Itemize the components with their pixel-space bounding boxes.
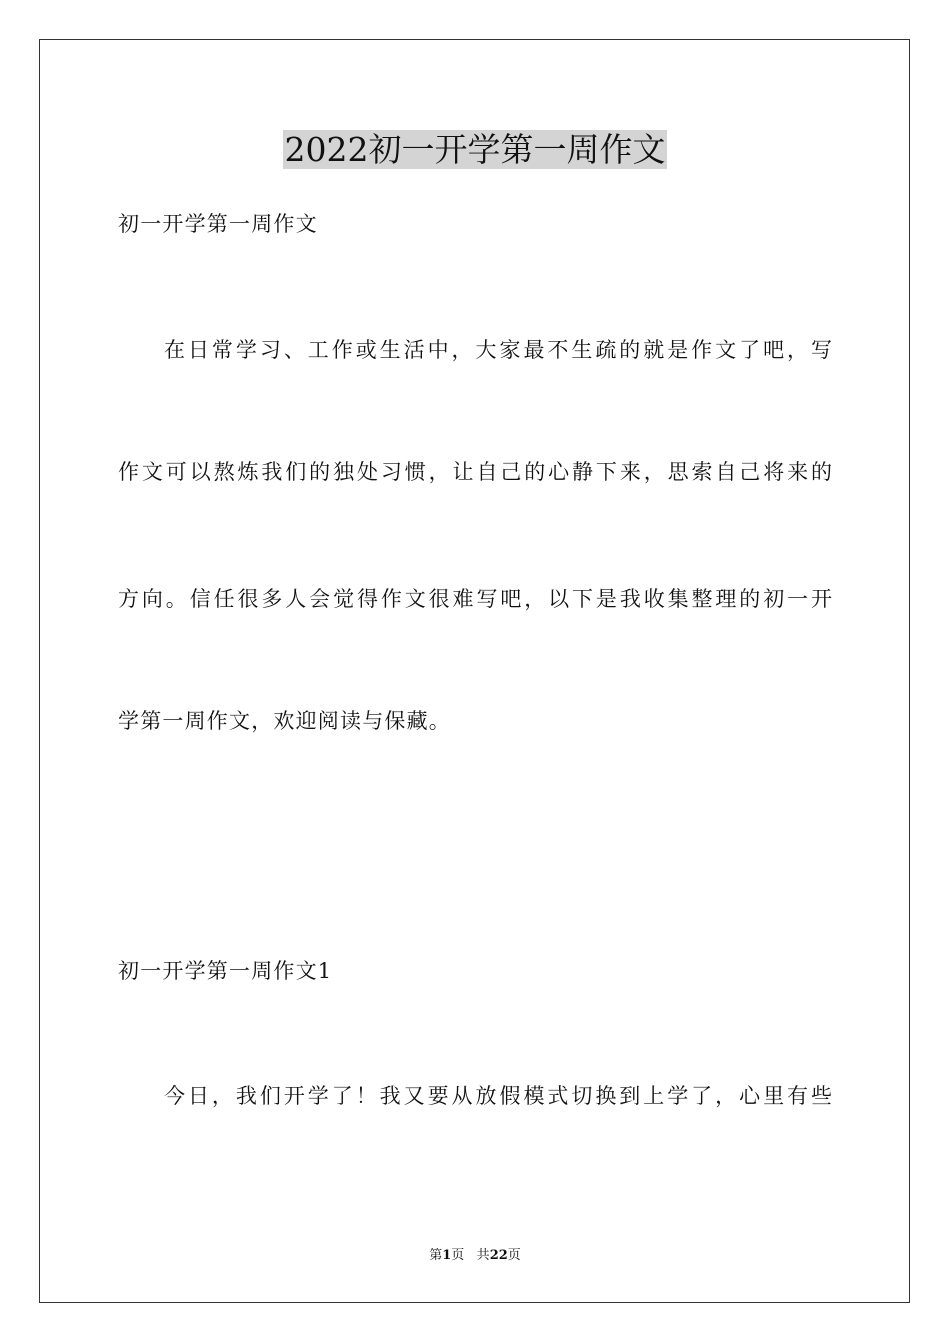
page-number: 1 — [442, 1248, 452, 1263]
intro-paragraph-line-1: 在日常学习、工作或生活中，大家最不生疏的就是作文了吧，写 — [164, 338, 832, 362]
page-prefix: 第 — [429, 1248, 443, 1263]
total-suffix: 页 — [507, 1248, 521, 1263]
intro-paragraph-line-2: 作文可以熬炼我们的独处习惯，让自己的心静下来，思索自己将来的 — [118, 460, 832, 484]
page-suffix: 页 — [451, 1248, 465, 1263]
document-title — [0, 128, 950, 172]
total-prefix: 共 — [476, 1248, 490, 1263]
document-title-text: 2022初一开学第一周作文 — [284, 130, 666, 169]
document-subtitle: 初一开学第一周作文 — [118, 212, 318, 236]
total-pages: 22 — [489, 1248, 508, 1263]
intro-paragraph-line-4: 学第一周作文，欢迎阅读与保藏。 — [118, 709, 451, 733]
section-paragraph-line-1: 今日，我们开学了！我又要从放假模式切换到上学了，心里有些 — [164, 1084, 832, 1108]
page-footer — [0, 1247, 950, 1265]
section-heading: 初一开学第一周作文1 — [118, 959, 333, 983]
intro-paragraph-line-3: 方向。信任很多人会觉得作文很难写吧，以下是我收集整理的初一开 — [118, 587, 832, 611]
